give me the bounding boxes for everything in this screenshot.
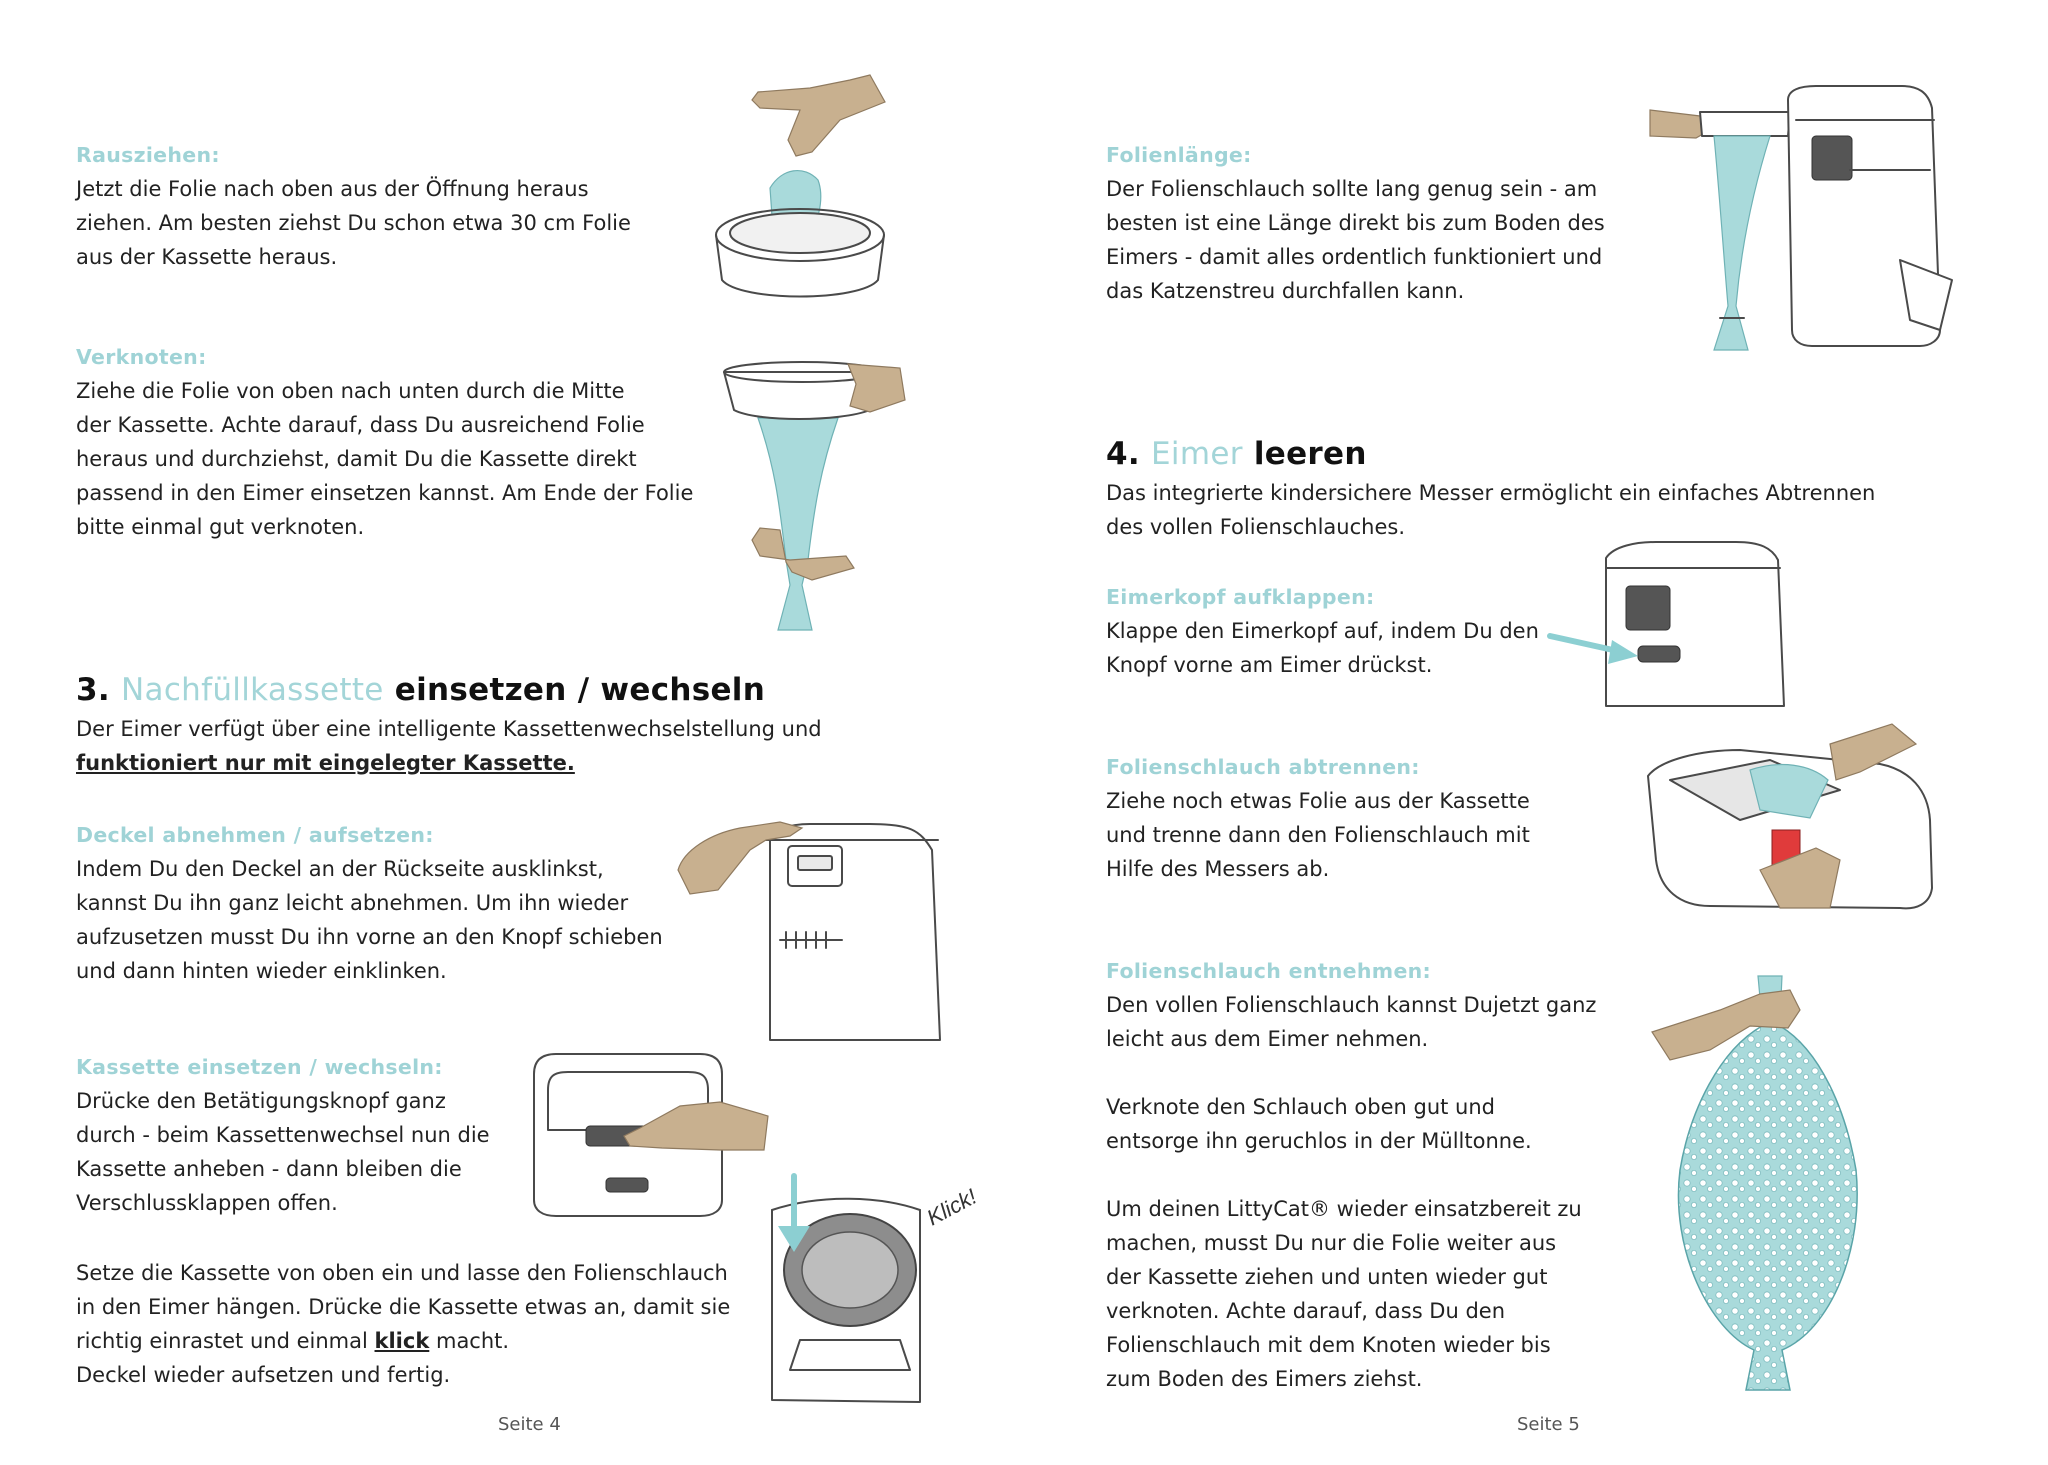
section4-accent: Eimer [1151,436,1243,472]
section3-intro: Der Eimer verfügt über eine intelligente Kassettenwechselstellung und funktioniert nur mit eingelegter Kassette. [76,712,822,780]
deckel-label: Deckel abnehmen / aufsetzen: [76,823,434,847]
entnehmen-para3: Um deinen LittyCat® wieder einsatzbereit zu machen, musst Du nur die Folie weiter aus der Kassette ziehen und unten wieder gut verknoten. Achte darauf, dass Du den Folienschlauch mit dem Knoten wieder bis zum Boden des Eimers ziehst. [1106,1197,1582,1391]
rausziehen-text: Jetzt die Folie nach oben aus der Öffnung heraus ziehen. Am besten ziehst Du schon etwa 30 cm Folie aus der Kassette heraus. [76,177,631,269]
illustration-cassette-insert [760,1170,1010,1410]
entnehmen-label: Folienschlauch entnehmen: [1106,959,1432,983]
illustration-bucket-head [1546,540,1806,720]
verknoten-label: Verknoten: [76,345,207,369]
klick-bold: klick [374,1329,430,1353]
entnehmen-text: Den vollen Folienschlauch kannst Dujetzt ganz leicht aus dem Eimer nehmen. [1106,993,1597,1051]
illustration-button-press [530,1050,780,1220]
section3-heading: 3. Nachfüllkassette einsetzen / wechseln [76,672,766,708]
deckel-text: Indem Du den Deckel an der Rückseite ausklinkst, kannst Du ihn ganz leicht abnehmen. Um ihn wieder aufzusetzen musst Du ihn vorne an den Knopf schieben und dann hinten wieder einklinken. [76,857,663,983]
illustration-lid-removal [670,810,950,1050]
folienlaenge-text: Der Folienschlauch sollte lang genug sein - am besten ist eine Länge direkt bis zum Boden des Eimers - damit alles ordentlich funktioniert und das Katzenstreu durchfallen kann. [1106,177,1605,303]
setze-text: Setze die Kassette von oben ein und lasse den Folienschlauch in den Eimer hängen. Drücke die Kassette etwas an, damit sie richtig einrastet und einmal klick macht. Deckel wieder aufsetzen und fertig. [76,1261,731,1387]
page-number-left: Seite 4 [498,1414,561,1435]
folienlaenge-label: Folienlänge: [1106,143,1252,167]
illustration-foil-length [1640,80,1960,360]
eimerkopf-text: Klappe den Eimerkopf auf, indem Du den Knopf vorne am Eimer drückst. [1106,619,1539,677]
eimerkopf-label: Eimerkopf aufklappen: [1106,585,1375,609]
section4-heading: 4. Eimer leeren [1106,436,1367,472]
abtrennen-text: Ziehe noch etwas Folie aus der Kassette und trenne dann den Folienschlauch mit Hilfe des Messers ab. [1106,789,1530,881]
verknoten-text: Ziehe die Folie von oben nach unten durch die Mitte der Kassette. Achte darauf, dass Du ausreichend Folie heraus und durchziehst, damit Du die Kassette direkt passend in den Eimer einsetzen kannst. Am Ende der Folie bitte einmal gut verknoten. [76,379,694,539]
section3-accent: Nachfüllkassette [121,672,384,708]
abtrennen-label: Folienschlauch abtrennen: [1106,755,1420,779]
klick-label: Klick! [922,1183,981,1231]
illustration-cassette-pull [700,70,900,320]
kassette-label: Kassette einsetzen / wechseln: [76,1055,443,1079]
entnehmen-para2: Verknote den Schlauch oben gut und entsorge ihn geruchlos in der Mülltonne. [1106,1095,1532,1153]
illustration-foil-cut [1640,720,1940,920]
illustration-full-bag [1650,970,1890,1410]
page-number-right: Seite 5 [1517,1414,1580,1435]
kassette-text: Drücke den Betätigungsknopf ganz durch - beim Kassettenwechsel nun die Kassette anheben - dann bleiben die Verschlussklappen offen. [76,1089,490,1215]
rausziehen-label: Rausziehen: [76,143,220,167]
section3-intro-bold: funktioniert nur mit eingelegter Kassette. [76,751,575,775]
section4-intro: Das integrierte kindersichere Messer ermöglicht ein einfaches Abtrennen des vollen Folienschlauches. [1106,481,1876,539]
illustration-foil-knot [720,360,920,640]
